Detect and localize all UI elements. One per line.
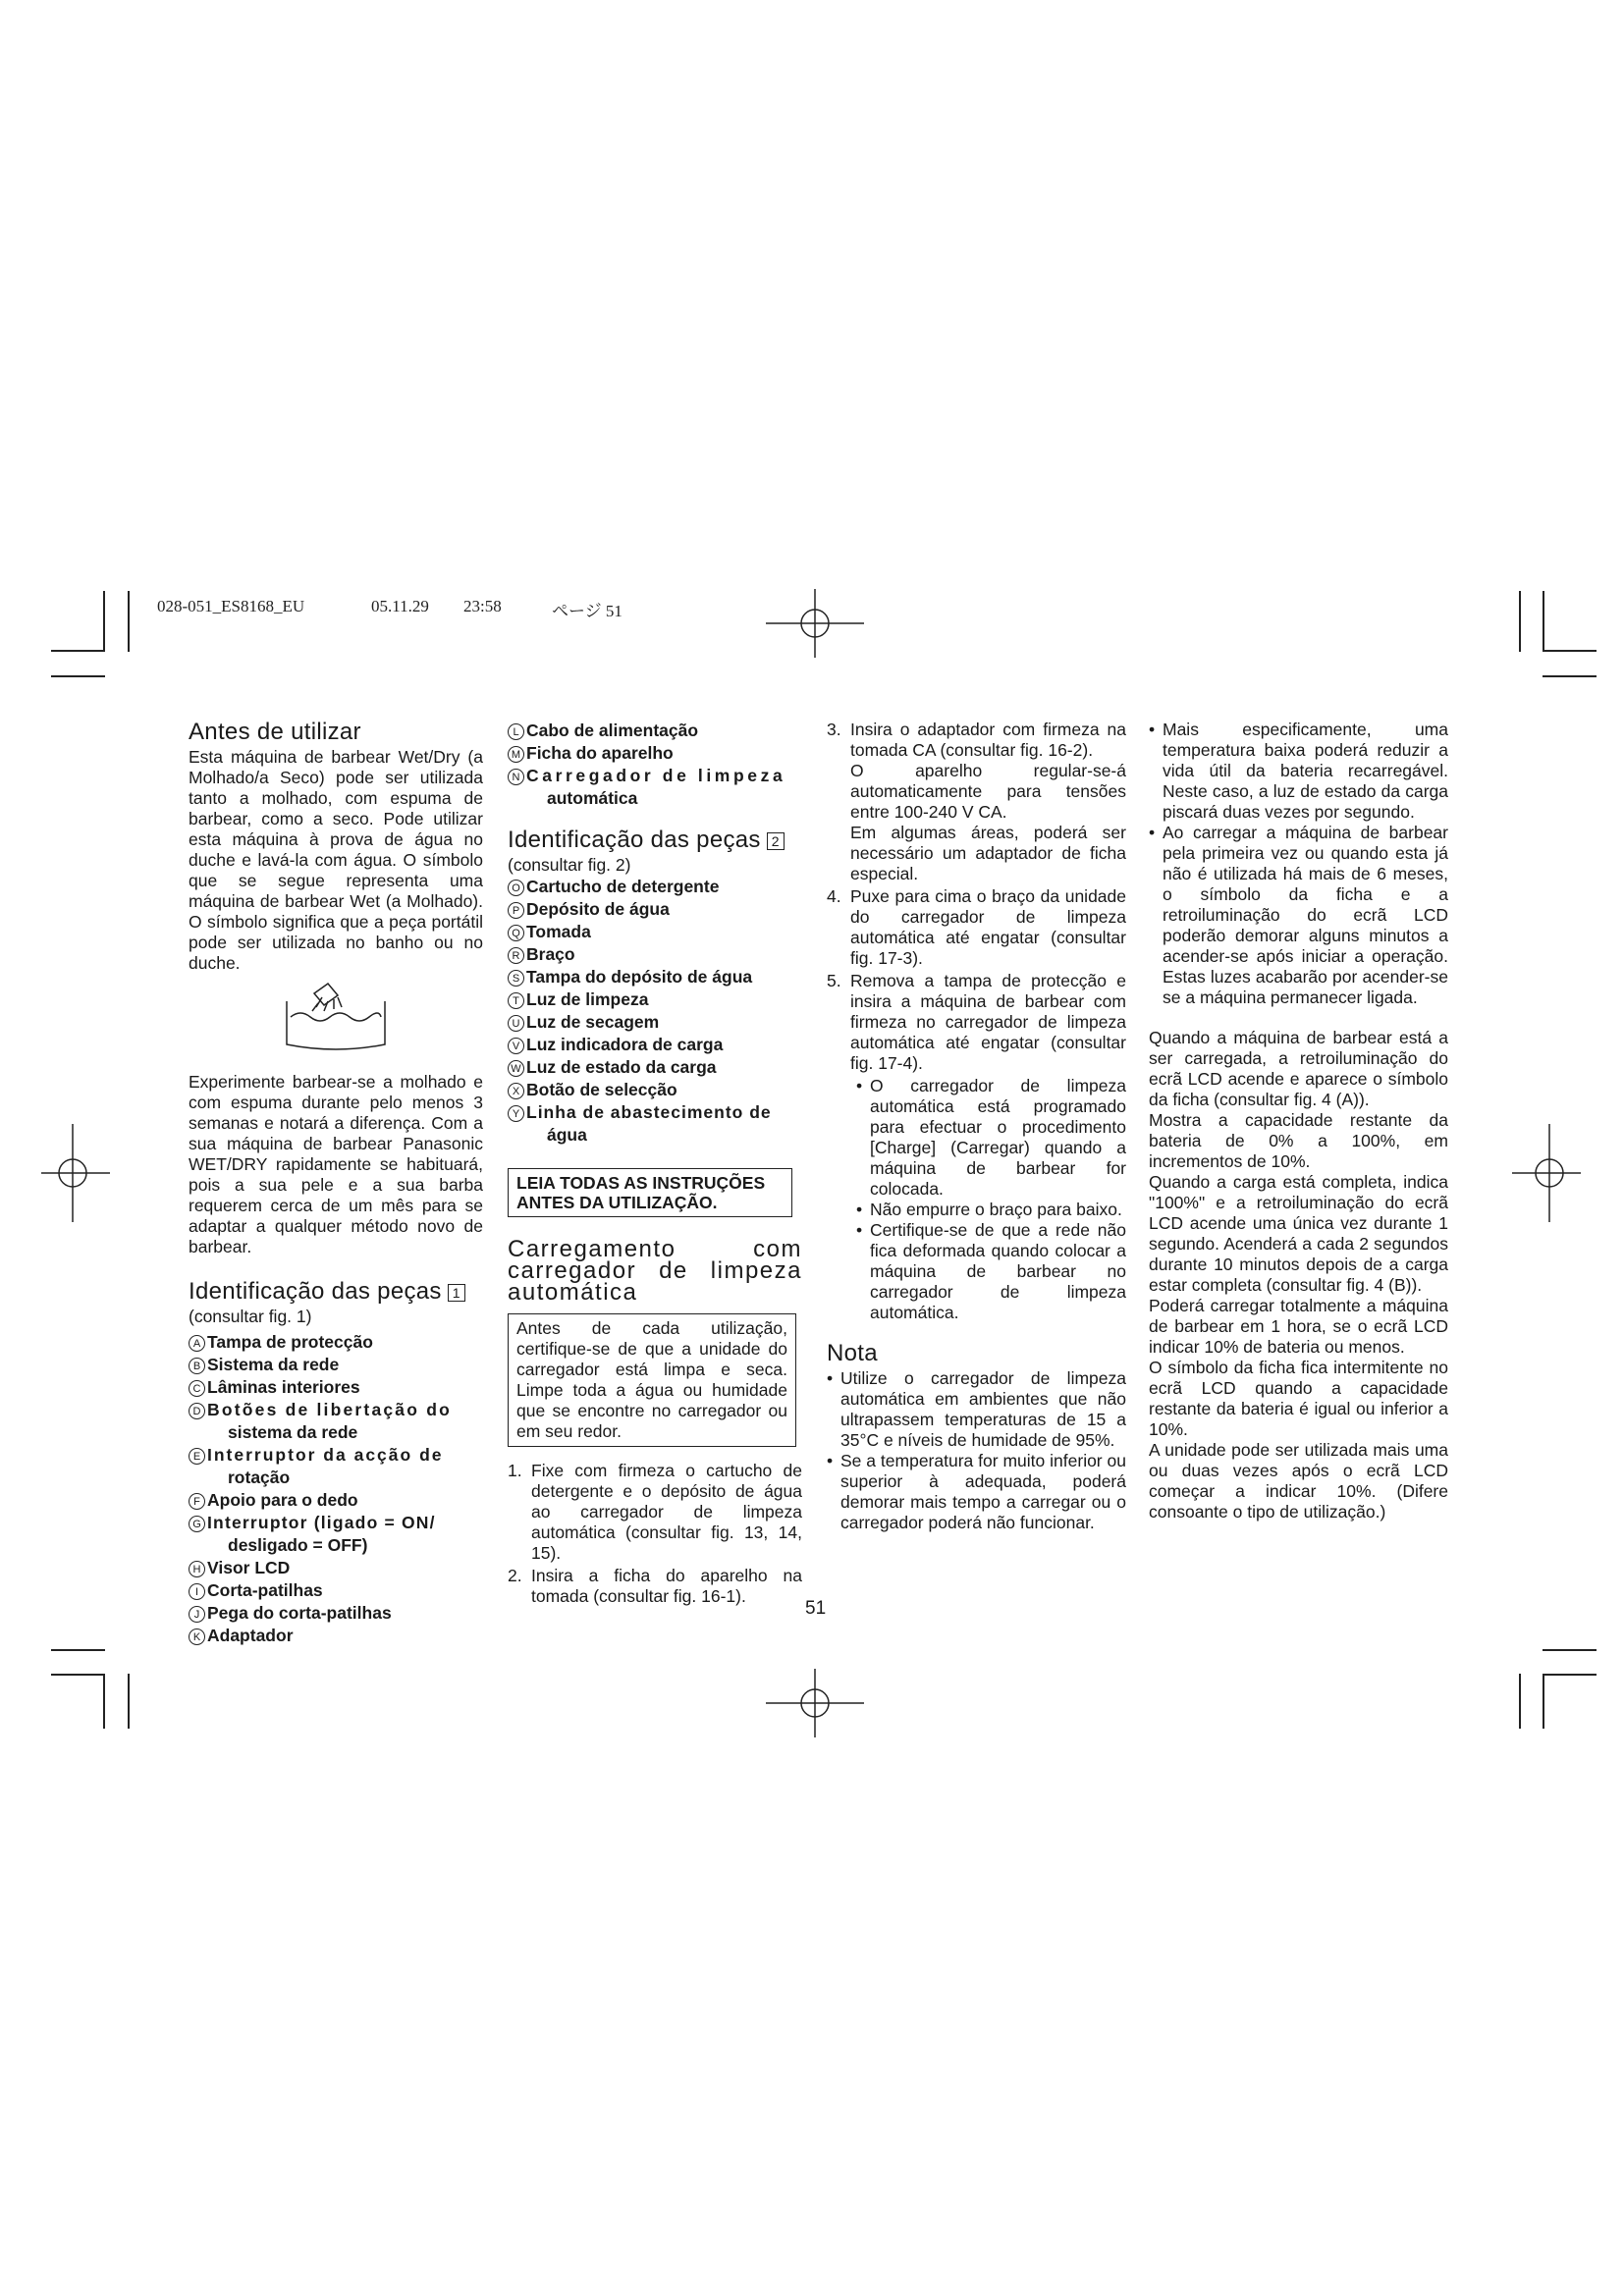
header-file: 028-051_ES8168_EU — [157, 597, 305, 615]
part-u: U Luz de secagem — [508, 1011, 802, 1034]
column-3 — [827, 720, 1126, 1533]
parts-list-1-cont — [508, 720, 802, 810]
step-5-note: • O carregador de limpeza automática está programado para efectuar o procedimento [Charge] (Carregar) quando a máquina de barbear for colocada. — [856, 1076, 1126, 1199]
part-j: J Pega do corta-patilhas — [189, 1602, 483, 1625]
charging-text-5: O símbolo da ficha fica intermitente no ecrã LCD quando a capacidade restante da bateria é igual ou inferior a 10%. — [1149, 1358, 1448, 1439]
part-n: N Carregador de limpeza automática — [508, 765, 802, 810]
charging-text-1: Quando a máquina de barbear está a ser carregada, a retroiluminação do ecrã LCD acende e aparece o símbolo da ficha (consultar fig. 4 (A)). — [1149, 1028, 1448, 1109]
parts-list-2 — [508, 876, 802, 1147]
temp-note: • Mais especificamente, uma temperatura baixa poderá reduzir a vida útil da bateria recarregável. Neste caso, a luz de estado da carga piscará duas vezes por segundo. — [1149, 720, 1448, 822]
header-time: 23:58 — [463, 597, 502, 615]
charging-text-4: Poderá carregar totalmente a máquina de barbear em 1 hora, se o ecrã LCD indicar 10% de bateria ou menos. — [1149, 1296, 1448, 1357]
parts-list-1 — [189, 1331, 483, 1647]
part-h: H Visor LCD — [189, 1557, 483, 1579]
step-5: 5. Remova a tampa de protecção e insira a máquina de barbear com firmeza no carregador de limpeza automática até engatar (consultar fig. 17-4). — [827, 971, 1126, 1073]
part-o: O Cartucho de detergente — [508, 876, 802, 898]
consult-fig-2: (consultar fig. 2) — [508, 855, 631, 875]
part-i: I Corta-patilhas — [189, 1579, 483, 1602]
antes-title: Antes de utilizar — [189, 719, 361, 745]
part-b: B Sistema da rede — [189, 1354, 483, 1376]
carregamento-title: Carregamento com carregador de limpeza automática — [508, 1236, 802, 1306]
charging-text-2: Mostra a capacidade restante da bateria de 0% a 100%, em incrementos de 10%. — [1149, 1110, 1448, 1171]
column-1 — [189, 720, 483, 1647]
part-d: D Botões de libertação do sistema da rede — [189, 1399, 483, 1444]
step-1: 1. Fixe com firmeza o cartucho de detergente e o depósito de água ao carregador de limpeza automática (consultar fig. 13, 14, 15). — [508, 1461, 802, 1563]
step-4: 4. Puxe para cima o braço da unidade do carregador de limpeza automática até engatar (consultar fig. 17-3). — [827, 886, 1126, 968]
nota-title: Nota — [827, 1340, 878, 1366]
nota-item: • Se a temperatura for muito inferior ou superior à adequada, poderá demorar mais tempo a carregar ou o carregador poderá não funcionar. — [827, 1451, 1126, 1532]
part-c: C Lâminas interiores — [189, 1376, 483, 1399]
step-5-note: • Não empurre o braço para baixo. — [856, 1200, 1122, 1219]
charging-text-3: Quando a carga está completa, indica "100%" e a retroiluminação do ecrã LCD acende uma única vez durante 1 segundo. Acenderá a cada 2 segundos durante 10 minutos depois de a carga estar completa (consultar fig. 4 (B)). — [1149, 1172, 1448, 1295]
part-t: T Luz de limpeza — [508, 988, 802, 1011]
ident-title-2: Identificação das peças 2 — [508, 828, 802, 852]
registration-mark-top — [766, 589, 864, 658]
part-p: P Depósito de água — [508, 898, 802, 921]
part-v: V Luz indicadora de carga — [508, 1034, 802, 1056]
part-y: Y Linha de abastecimento de água — [508, 1101, 802, 1147]
charging-text-6: A unidade pode ser utilizada mais uma ou duas vezes após o ecrã LCD começar a indicar 10%. (Difere consoante o tipo de utilização.) — [1149, 1440, 1448, 1522]
part-s: S Tampa do depósito de água — [508, 966, 802, 988]
fig-number-2: 2 — [767, 832, 785, 850]
carregamento-box: Antes de cada utilização, certifique-se de que a unidade do carregador está limpa e seca. Limpe toda a água ou humidade que se encontre no carregador ou em seu redor. — [508, 1313, 796, 1447]
step-2: 2. Insira a ficha do aparelho na tomada (consultar fig. 16-1). — [508, 1566, 802, 1606]
header-date: 05.11.29 — [371, 597, 429, 615]
step-3: 3. Insira o adaptador com firmeza na tomada CA (consultar fig. 16-2). O aparelho regular-se-á automaticamente para tensões entre 100-240 V CA. Em algumas áreas, poderá ser necessário um adaptador de ficha especial. — [827, 720, 1126, 883]
nota-item: • Utilize o carregador de limpeza automática em ambientes que não ultrapassem temperaturas de 15 a 35°C e níveis de humidade de 95%. — [827, 1368, 1126, 1450]
part-e: E Interruptor da acção de rotação — [189, 1444, 483, 1489]
registration-mark-left — [41, 1124, 110, 1222]
part-x: X Botão de selecção — [508, 1079, 802, 1101]
part-l: L Cabo de alimentação — [508, 720, 802, 742]
first-charge-note: • Ao carregar a máquina de barbear pela primeira vez ou quando esta já não é utilizada há mais de 6 meses, o símbolo da ficha e a retroiluminação do ecrã LCD poderão demorar alguns minutos a acender-se após iniciar a operação. Estas luzes acabarão por acender-se se a máquina permanecer ligada. — [1149, 823, 1448, 1007]
wet-shaver-symbol — [189, 974, 483, 1072]
part-q: Q Tomada — [508, 921, 802, 943]
part-r: R Braço — [508, 943, 802, 966]
registration-mark-right — [1512, 1124, 1581, 1222]
steps-list — [508, 1461, 802, 1607]
header-page: ページ 51 — [552, 602, 623, 620]
column-2 — [508, 720, 802, 1609]
part-w: W Luz de estado da carga — [508, 1056, 802, 1079]
consult-fig-1: (consultar fig. 1) — [189, 1307, 312, 1326]
step-5-notes — [827, 1076, 1126, 1323]
experimente-text: Experimente barbear-se a molhado e com espuma durante pelo menos 3 semanas e notará a diferença. Com a sua máquina de barbear Panasonic WET/DRY rapidamente se habituará, pois a sua pele e a sua barba requerem cerca de um mês para se adaptar a qualquer método novo de barbear. — [189, 1072, 483, 1256]
fig-number-1: 1 — [448, 1284, 465, 1302]
part-f: F Apoio para o dedo — [189, 1489, 483, 1512]
step-5-note: • Certifique-se de que a rede não fica deformada quando colocar a máquina de barbear no carregador de limpeza automática. — [856, 1220, 1126, 1322]
part-m: M Ficha do aparelho — [508, 742, 802, 765]
column-4 — [1149, 720, 1448, 1522]
antes-body: Esta máquina de barbear Wet/Dry (a Molhado/a Seco) pode ser utilizada tanto a molhado, com espuma de barbear, como a seco. Pode utilizar esta máquina à prova de água no duche e lavá-la com água. O símbolo que se segue representa uma máquina de barbear Wet (a Molhado). O símbolo significa que a peça portátil pode ser utilizada no banho ou no duche. — [189, 747, 483, 973]
registration-mark-bottom — [766, 1669, 864, 1737]
part-g: G Interruptor (ligado = ON/ desligado = OFF) — [189, 1512, 483, 1557]
ident-title-1: Identificação das peças 1 — [189, 1279, 483, 1304]
page-number: 51 — [805, 1598, 827, 1619]
leia-instrucoes-box: LEIA TODAS AS INSTRUÇÕES ANTES DA UTILIZAÇÃO. — [508, 1168, 792, 1217]
part-k: K Adaptador — [189, 1625, 483, 1647]
part-a: A Tampa de protecção — [189, 1331, 483, 1354]
